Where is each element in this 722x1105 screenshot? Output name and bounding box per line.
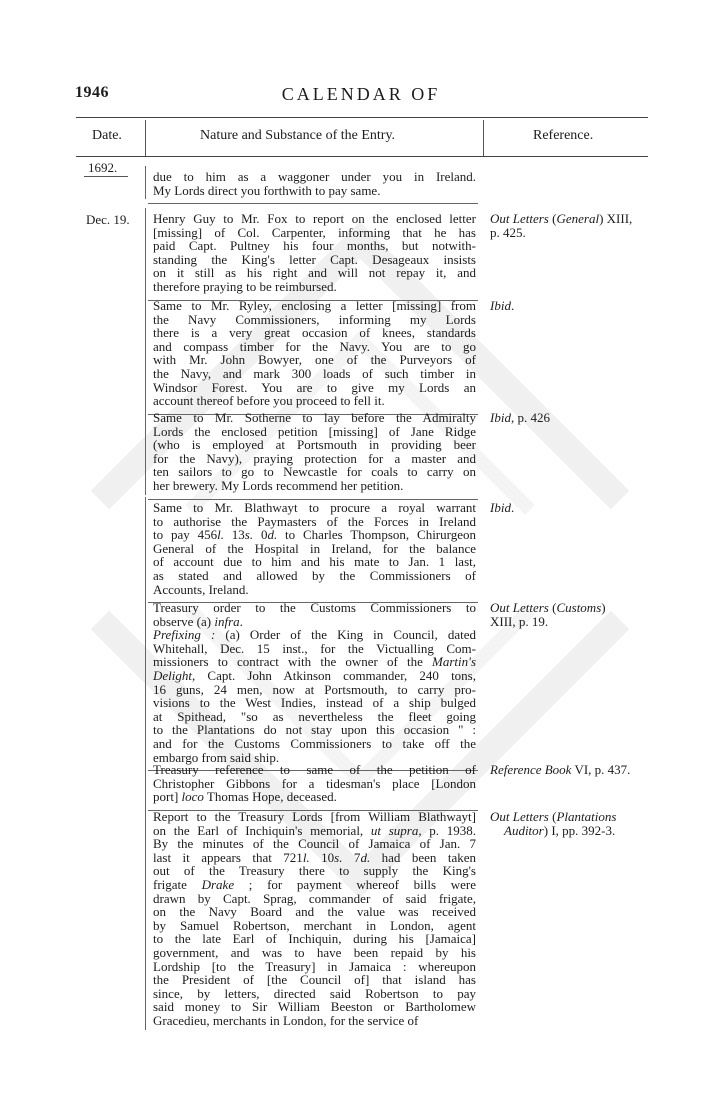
entry-reference <box>490 299 660 313</box>
entry-line: General of the Hospital in Ireland, for the balance <box>153 540 476 556</box>
entry-line: Prefixing : (a) Order of the King in Council, dated <box>153 627 476 643</box>
column-header-date: Date. <box>92 128 122 143</box>
reference-line: Out Letters (General) XIII, <box>490 211 633 226</box>
entry-line: paid Capt. Pultney his four months, but notwith- <box>153 238 476 254</box>
entry-line: to the late Earl of Inchiquin, during his [Jamaica] <box>153 931 476 947</box>
reference-line: Out Letters (Customs) <box>490 600 606 615</box>
entry-line: to pay 456l. 13s. 0d. to Charles Thompson, Chirurgeon <box>153 527 476 543</box>
column-header-reference: Reference. <box>533 128 594 143</box>
year-label: 1692. <box>88 160 118 175</box>
entry-line: drawn by Capt. Sprag, commander of said frigate, <box>153 890 476 906</box>
entry-line: Gracedieu, merchants in London, for the service of <box>153 1012 419 1028</box>
entry-line: My Lords direct you forthwith to pay same. <box>153 182 381 198</box>
entry-separator <box>148 203 478 204</box>
entry-reference <box>490 601 660 628</box>
entry-line: out of the Treasury there to supply the King's <box>153 863 476 879</box>
entry-line: [missing] of Col. Carpenter, informing that he has <box>153 224 476 240</box>
reference-line: Ibid. <box>490 298 515 313</box>
entry-line: and compass timber for the Navy. You are to go <box>153 338 476 354</box>
entry-line: (who is employed at Portsmouth in providing beer <box>153 437 476 453</box>
reference-line: p. 425. <box>490 224 526 240</box>
text-column-bar <box>145 407 146 495</box>
entry-line: standing the King's letter Capt. Desageaux insists <box>153 251 476 267</box>
entry-line: by Samuel Robertson, merchant in London, agent <box>153 917 476 933</box>
entry-text <box>153 212 476 294</box>
entry-line: the Navy Commissioners, informing my Lords <box>153 311 476 327</box>
entry-line: on the Navy Board and the value was received <box>153 904 476 920</box>
page-title: CALENDAR OF <box>281 84 441 104</box>
entry-line: Christopher Gibbons for a tidesman's place [London <box>153 775 476 791</box>
entry-line: 16 guns, 24 men, now at Portsmouth, to carry pro- <box>153 681 476 697</box>
entry-text <box>153 299 476 408</box>
entry-text <box>153 763 476 804</box>
entry-line: Same to Mr. Blathwayt to procure a royal warrant <box>153 500 476 515</box>
entry-reference <box>490 411 660 425</box>
entry-line: and for the Customs Commissioners to take off the <box>153 735 476 751</box>
entry-line: embargo from said ship. <box>153 749 280 765</box>
entry-line: ten sailors to go to Newcastle for coals to carry on <box>153 464 476 480</box>
reference-line: Auditor) I, pp. 392-3. <box>504 822 616 838</box>
entry-line: government, and was to have been repaid by his <box>153 944 476 960</box>
entry-line: Same to Mr. Sotherne to lay before the Admiralty <box>153 410 476 425</box>
entry-line: last it appears that 721l. 10s. 7d. had been taken <box>153 849 477 865</box>
entry-line: of account due to him and his mate to Jan. 1 last, <box>153 554 476 570</box>
reference-line: Reference Book VI, p. 437. <box>490 762 631 777</box>
entry-line: Same to Mr. Ryley, enclosing a letter [missing] from <box>153 298 476 313</box>
entry-line: Treasury order to the Customs Commissioners to <box>153 600 476 615</box>
entry-line: Whitehall, Dec. 15 inst., for the Victualling Com- <box>153 640 476 656</box>
entry-line: there is a very great occasion of knees, standards <box>153 325 476 341</box>
entry-line: her brewery. My Lords recommend her petition. <box>153 477 404 493</box>
reference-line: Ibid, p. 426 <box>490 410 550 425</box>
entry-line: for the Navy), praying protection for a master and <box>153 450 476 466</box>
entry-line: By the minutes of the Council of Jamaica of Jan. 7 <box>153 836 476 852</box>
entry-line: at Spithead, "so as nevertheless the fleet going <box>153 708 476 724</box>
page-number: 1946 <box>75 84 109 101</box>
entry-line: therefore praying to be reimbursed. <box>153 278 337 294</box>
entry-line: the President of [the Council of] that island has <box>153 972 476 988</box>
text-column-bar <box>145 166 146 199</box>
entry-text <box>153 601 476 764</box>
reference-line: XIII, p. 19. <box>490 613 549 629</box>
entry-line: Delight, Capt. John Atkinson commander, 240 tons, <box>153 667 476 683</box>
entry-text <box>153 501 476 596</box>
text-column-bar <box>145 597 146 766</box>
entry-line: Windsor Forest. You are to give my Lords an <box>153 379 476 395</box>
entry-line: account thereof before you proceed to fell it. <box>153 393 385 409</box>
entry-line: observe (a) infra. <box>153 613 243 629</box>
entry-line: due to him as a waggoner under you in Ireland. <box>153 169 476 184</box>
entry-line: to authorise the Paymasters of the Forces in Ireland <box>153 513 476 529</box>
entry-reference <box>490 810 660 837</box>
entry-line: said money to Sir William Beeston or Bartholomew <box>153 999 476 1015</box>
reference-line: Out Letters (Plantations <box>490 809 617 824</box>
entry-line: Report to the Treasury Lords [from William Blathwayt] <box>153 809 476 824</box>
entry-reference <box>490 212 660 239</box>
entry-line: as stated and allowed by the Commissioners of <box>153 567 476 583</box>
entry-reference <box>490 501 660 515</box>
reference-line: Ibid. <box>490 500 515 515</box>
entry-line: the Navy, and mark 300 loads of such timber in <box>153 365 476 381</box>
entry-line: visions to the West Indies, instead of a ship bulged <box>153 695 476 711</box>
text-column-bar <box>145 497 146 598</box>
column-header-nature: Nature and Substance of the Entry. <box>200 128 396 143</box>
entry-line: to the Plantations do not stay upon this occasion " : <box>153 722 476 738</box>
text-column-bar <box>145 295 146 410</box>
entry-line: Accounts, Ireland. <box>153 581 249 597</box>
entry-line: Lords the enclosed petition [missing] of Jane Ridge <box>153 423 476 439</box>
entry-line: with Mr. John Bowyer, one of the Purveyors of <box>153 352 476 368</box>
entry-line: missioners to contract with the owner of the Martin's <box>153 654 476 670</box>
text-column-bar <box>145 759 146 806</box>
entry-text <box>153 170 476 197</box>
entry-line: on it still as his right and will not repay it, and <box>153 265 476 281</box>
entry-date: Dec. 19. <box>86 212 130 227</box>
entry-line: Henry Guy to Mr. Fox to report on the enclosed letter <box>153 211 476 226</box>
entry-line: frigate Drake ; for payment whereof bills were <box>153 876 476 892</box>
entry-line: port] loco Thomas Hope, deceased. <box>153 789 337 805</box>
entry-line: since, by letters, directed said Robertson to pay <box>153 985 476 1001</box>
entry-line: Treasury reference to same of the petition of <box>153 762 476 777</box>
entry-text <box>153 411 476 493</box>
entry-reference <box>490 763 660 777</box>
entry-line: on the Earl of Inchiquin's memorial, ut supra, p. 1938. <box>153 822 477 838</box>
entry-line: Lordship [to the Treasury] in Jamaica : whereupon <box>153 958 476 974</box>
text-column-bar <box>145 806 146 1030</box>
entry-text <box>153 810 476 1028</box>
